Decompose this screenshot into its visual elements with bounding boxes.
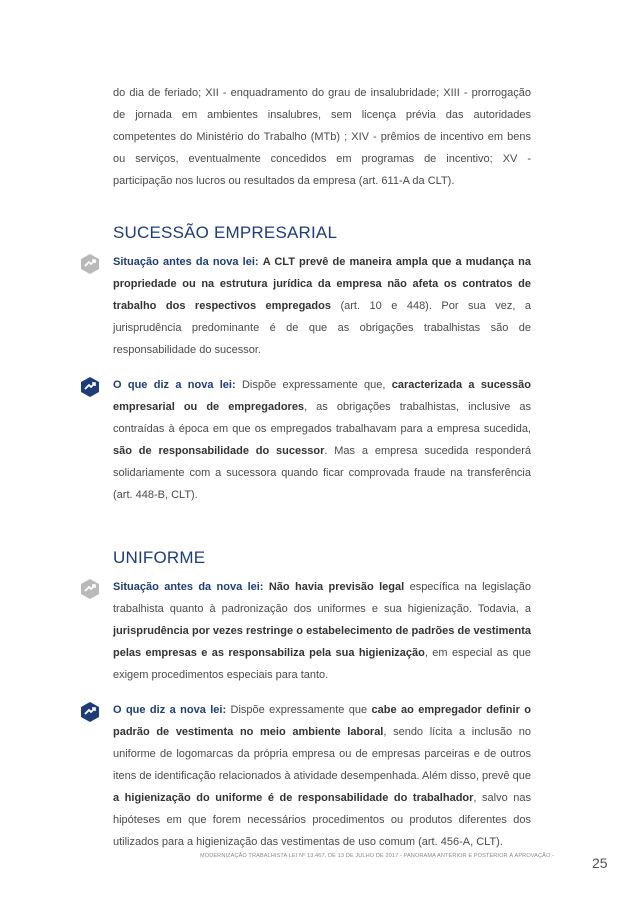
text-run-bold: Não havia previsão legal [268,581,405,593]
text-run-bold: são de responsabilidade do sucessor [113,445,325,457]
block-uniforme-after [113,699,531,853]
text-run-bold: A CLT prevê de maneira ampla que a mudança na propriedade ou na estrutura jurídica da empresa não afeta os contratos de trabalho dos respectivos empregados [113,256,531,312]
section-title-sucessao: SUCESSÃO EMPRESARIAL [113,223,338,242]
text-run-bold: a higienização do uniforme é de responsabilidade do trabalhador [113,792,474,804]
page-number: 25 [592,855,608,871]
text-run: , salvo nas hipóteses em que forem necessários procedimentos ou produtos diferentes dos utilizados para a higienização das vestimentas de uso comum (art. 456-A, CLT). [113,792,531,848]
text-run: Dispõe expressamente que, [235,379,392,391]
text-run: , sendo lícita a inclusão no uniforme de logomarcas da própria empresa ou de empresas parceiras e de outros itens de identificação relacionados à atividade desempenhada. Além disso, prevê que [113,726,531,782]
block-lead: O que diz a nova lei: [113,704,227,716]
block-sucessao-after [113,374,531,506]
content-column [113,82,555,866]
block-text [113,699,531,853]
blue-hexagon-icon [79,376,101,398]
block-lead: O que diz a nova lei: [113,379,236,391]
section-title-uniforme: UNIFORME [113,548,206,567]
blue-hexagon-icon [79,701,101,723]
text-run: , as obrigações trabalhistas, inclusive as contraídas à época em que os empregados trabalhavam para a empresa sucedida, [113,401,531,435]
block-lead: Situação antes da nova lei: [113,256,259,268]
text-run: específica na legislação trabalhista quanto à padronização dos uniformes e sua higienização. Todavia, a [113,581,531,615]
gray-hexagon-icon [79,253,101,275]
text-run: , em especial as que exigem procedimentos especiais para tanto. [113,647,532,681]
text-run: . Mas a empresa sucedida responderá solidariamente com a sucessora quando ficar comprovada fraude na transferência (art. 448-B, CLT). [113,445,532,501]
text-run-bold: caracterizada a sucessão empresarial ou de empregadores [113,379,531,413]
text-run-bold: cabe ao empregador definir o padrão de vestimenta no meio ambiente laboral [113,704,531,738]
block-text [113,576,531,686]
text-run: Dispõe expressamente que [226,704,372,716]
block-sucessao-before [113,251,531,361]
intro-paragraph: do dia de feriado; XII - enquadramento do grau de insalubridade; XIII - prorrogação de jornada em ambientes insalubres, sem licença prévia das autoridades competentes do Ministério do Trabalho (MTb) ; XIV - prêmios de incentivo em bens ou serviços, eventualmente concedidos em programas de incentivo; XV - participação nos lucros ou resultados da empresa (art. 611-A da CLT). [113,87,531,187]
block-text [113,374,531,506]
footer-text: MODERNIZAÇÃO TRABALHISTA LEI Nº 13.467, DE 13 DE JULHO DE 2017 - PANORAMA ANTERIOR E POSTERIOR À APROVAÇÃO - [200,853,555,859]
block-lead: Situação antes da nova lei: [113,581,264,593]
block-text [113,251,531,361]
text-run-bold: jurisprudência por vezes restringe o estabelecimento de padrões de vestimenta pelas empresas e as responsabiliza pela sua higienização [113,625,531,659]
gray-hexagon-icon [79,578,101,600]
block-uniforme-before [113,576,531,686]
text-run: (art. 10 e 448). Por sua vez, a jurisprudência predominante é de que as obrigações trabalhistas são de responsabilidade do sucessor. [113,300,531,356]
